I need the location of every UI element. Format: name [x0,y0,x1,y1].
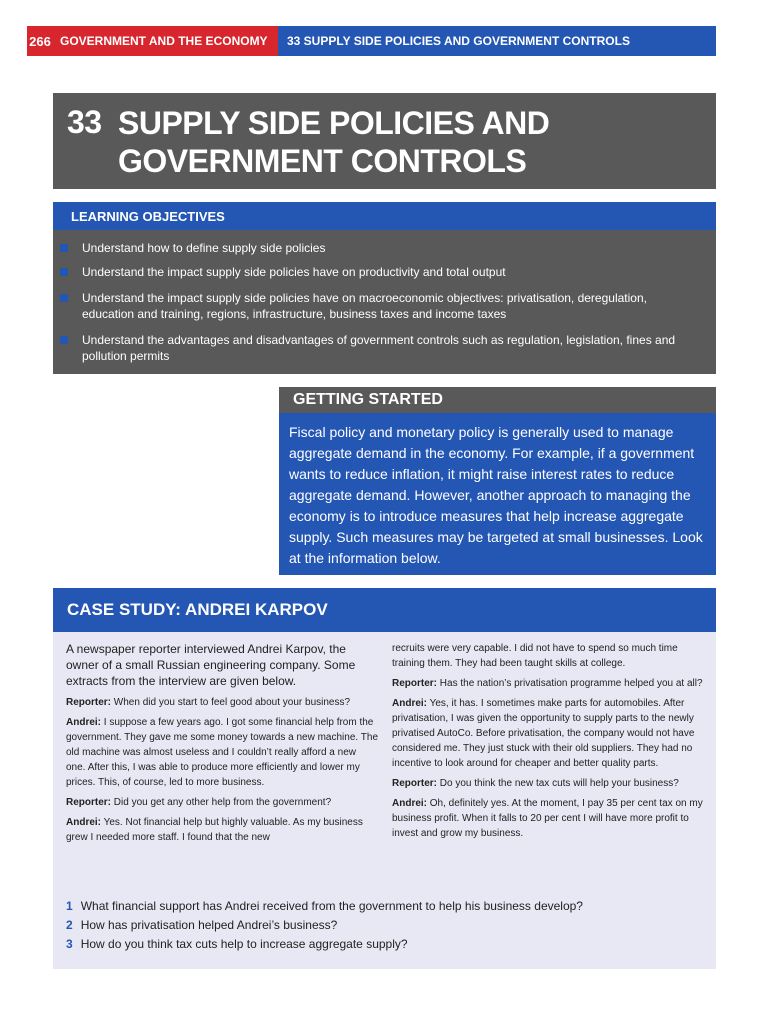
case-study-questions [66,897,706,954]
question-item: 2 How has privatisation helped Andrei’s business? [66,918,338,932]
interview-paragraph: Andrei: Yes, it has. I sometimes make parts for automobiles. After privatisation, I was given the opportunity to supply parts to the newly privatised AutoCo. Before privatisation, the company would not have considered me. They just stuck with their old suppliers. They had no incentive to look around for cheaper and better quality parts. [392,698,695,769]
square-bullet-icon [60,244,68,252]
getting-started-text: Fiscal policy and monetary policy is generally used to manage aggregate demand in the economy. For example, if a government wants to reduce inflation, it might raise interest rates to reduce aggregate demand. However, another approach to managing the economy is to introduce measures that help increase aggregate supply. Such measures may be targeted at small businesses. Look at the information below. [279,413,716,575]
case-study-left-column [66,641,378,850]
square-bullet-icon [60,336,68,344]
interview-paragraph: Andrei: I suppose a few years ago. I got some financial help from the government. They gave me some money towards a new machine. The old machine was almost useless and I couldn’t really afford a new one. After this, I was able to produce more efficiently and lower my prices. This, of course, led to more business. [66,717,379,788]
learning-objectives-heading: LEARNING OBJECTIVES [53,202,716,230]
page-number: 266 [27,26,53,56]
chapter-running-head: 33 SUPPLY SIDE POLICIES AND GOVERNMENT CONTROLS [278,26,716,56]
interview-paragraph: Reporter: When did you start to feel good about your business? [66,697,351,708]
case-study-right-column [392,641,708,846]
interview-paragraph: recruits were very capable. I did not have to spend so much time training them. They had been taught skills at college. [392,643,678,669]
square-bullet-icon [60,268,68,276]
interview-paragraph: Reporter: Has the nation’s privatisation programme helped you at all? [392,678,703,689]
chapter-number: 33 [67,104,102,140]
section-title: GOVERNMENT AND THE ECONOMY [53,26,278,56]
interview-paragraph: Reporter: Did you get any other help from the government? [66,797,332,808]
interview-paragraph: Reporter: Do you think the new tax cuts will help your business? [392,778,679,789]
case-study-intro: A newspaper reporter interviewed Andrei Karpov, the owner of a small Russian engineering company. Some extracts from the interview are given below. [66,642,356,688]
getting-started-heading: GETTING STARTED [279,387,716,413]
interview-paragraph: Andrei: Oh, definitely yes. At the moment, I pay 35 per cent tax on my business profit. When it falls to 20 per cent I will have more profit to invest and grow my business. [392,798,703,839]
learning-objectives-list: Understand how to define supply side policies Understand the impact supply side policies have on productivity and total output Understand the impact supply side policies have on macroeconomic objectives: privatisation, deregulation, education and training, regions, infrastructure, business taxes and income taxes Understand the advantages and disadvantages of government controls such as regulation, legislation, fines and pollution permits [53,230,716,374]
chapter-title: SUPPLY SIDE POLICIES AND GOVERNMENT CONTROLS [118,105,550,179]
question-item: 1 What financial support has Andrei received from the government to help his business develop? [66,899,583,913]
case-study-heading: CASE STUDY: ANDREI KARPOV [53,588,716,632]
question-item: 3 How do you think tax cuts help to increase aggregate supply? [66,937,408,951]
interview-paragraph: Andrei: Yes. Not financial help but highly valuable. As my business grew I needed more staff. I found that the new [66,817,363,843]
square-bullet-icon [60,294,68,302]
